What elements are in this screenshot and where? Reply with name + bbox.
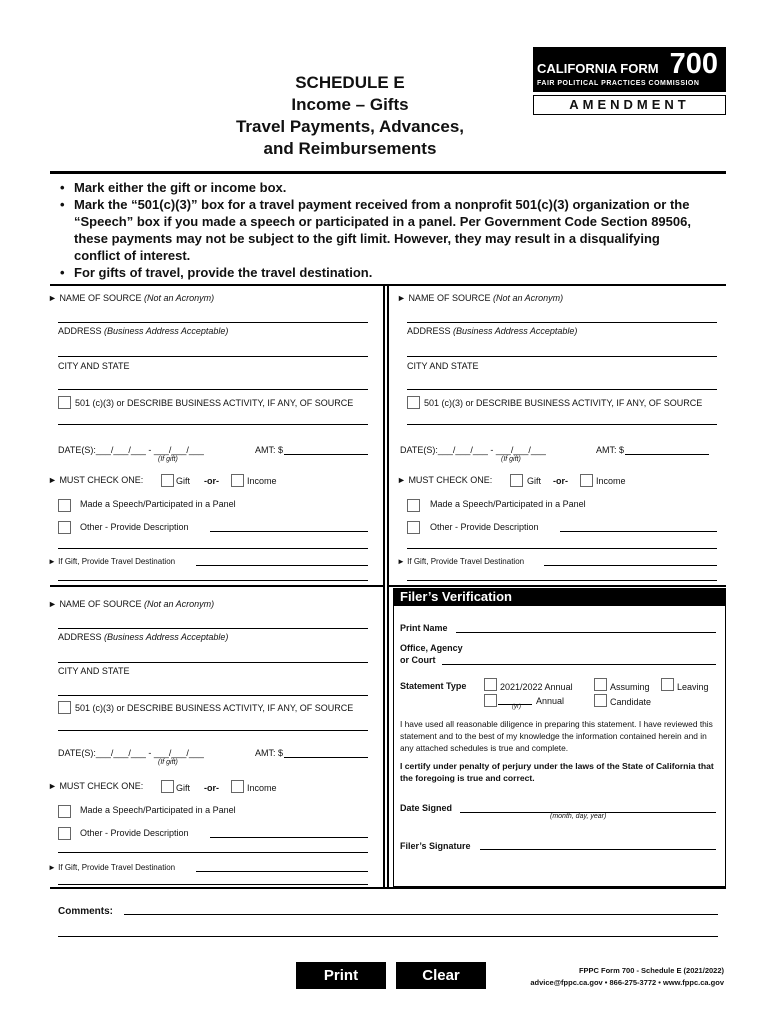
c3-label: 501 (c)(3) or DESCRIBE BUSINESS ACTIVITY, IF ANY, OF SOURCE (424, 398, 703, 408)
travel-destination-input[interactable] (196, 565, 368, 566)
perjury-statement: I certify under penalty of perjury under the laws of the State of California that the foregoing is true and correct. (400, 761, 714, 783)
print-name-input[interactable] (456, 632, 716, 633)
name-of-source-label: ► NAME OF SOURCE (Not an Acronym) (397, 293, 564, 303)
address-input[interactable] (58, 662, 368, 663)
annual-2021-checkbox[interactable] (484, 678, 497, 691)
bullet-icon: • (60, 197, 65, 212)
speech-label: Made a Speech/Participated in a Panel (80, 499, 236, 509)
annual-checkbox[interactable] (484, 694, 497, 707)
form-number: 700 (669, 48, 718, 80)
travel-destination-input[interactable] (544, 565, 717, 566)
travel-destination-label: ► If Gift, Provide Travel Destination (397, 557, 525, 566)
speech-label: Made a Speech/Participated in a Panel (430, 499, 586, 509)
if-gift-note: (If gift) (158, 456, 178, 463)
name-of-source-label: ► NAME OF SOURCE (Not an Acronym) (48, 293, 215, 303)
signature-input[interactable] (480, 849, 716, 850)
address-label: ADDRESS (Business Address Acceptable) (407, 326, 578, 336)
gift-label: Gift (176, 476, 191, 486)
travel-destination-input-2[interactable] (58, 580, 368, 581)
travel-destination-input-2[interactable] (58, 884, 368, 885)
other-description-input-2[interactable] (58, 852, 368, 853)
column-divider (387, 286, 389, 888)
year-note: (yr) (512, 704, 521, 710)
date-format-note: (month, day, year) (550, 813, 607, 820)
arrow-right-icon: ► (48, 293, 57, 303)
gift-label: Gift (527, 476, 542, 486)
gift-label: Gift (176, 783, 191, 793)
instructions (60, 179, 704, 281)
amount-input[interactable] (284, 454, 368, 455)
must-check-label: ► MUST CHECK ONE: (48, 475, 144, 485)
arrow-right-icon: ► (48, 599, 57, 609)
title-line: Travel Payments, Advances, (235, 117, 465, 136)
comments-input[interactable] (124, 914, 718, 915)
c3-checkbox[interactable] (407, 396, 420, 409)
amount-input[interactable] (625, 454, 709, 455)
speech-checkbox[interactable] (58, 805, 71, 818)
address-input[interactable] (58, 356, 368, 357)
amount-input[interactable] (284, 757, 368, 758)
column-divider (383, 286, 385, 888)
c3-checkbox[interactable] (58, 396, 71, 409)
gift-checkbox[interactable] (161, 780, 174, 793)
city-state-input[interactable] (58, 695, 368, 696)
business-activity-input[interactable] (58, 424, 368, 425)
leaving-checkbox[interactable] (661, 678, 674, 691)
or-label: -or- (553, 476, 568, 486)
business-activity-input[interactable] (407, 424, 717, 425)
speech-checkbox[interactable] (407, 499, 420, 512)
footer-contact: advice@fppc.ca.gov • 866-275-3772 • www.fppc.ca.gov (530, 978, 724, 987)
title-line: and Reimbursements (263, 139, 437, 158)
or-label: -or- (204, 476, 219, 486)
section-rule (50, 585, 383, 587)
gift-checkbox[interactable] (510, 474, 523, 487)
city-state-label: CITY AND STATE (407, 361, 479, 371)
other-description-input-2[interactable] (58, 548, 368, 549)
other-checkbox[interactable] (58, 827, 71, 840)
arrow-right-icon: ► (48, 557, 56, 566)
arrow-right-icon: ► (397, 475, 406, 485)
commission-name: FAIR POLITICAL PRACTICES COMMISSION (537, 80, 700, 87)
address-label: ADDRESS (Business Address Acceptable) (58, 326, 229, 336)
c3-checkbox[interactable] (58, 701, 71, 714)
other-description-input[interactable] (210, 837, 368, 838)
print-name-label: Print Name (400, 623, 448, 633)
clear-button[interactable]: Clear (396, 962, 486, 989)
dates-field[interactable]: DATE(S):___/___/___ - ___/___/___ (58, 445, 204, 455)
name-of-source-input[interactable] (58, 628, 368, 629)
leaving-label: Leaving (677, 682, 709, 692)
verification-heading: Filer’s Verification (393, 588, 726, 606)
form-id-box (533, 47, 726, 92)
dates-field[interactable]: DATE(S):___/___/___ - ___/___/___ (58, 748, 204, 758)
travel-destination-label: ► If Gift, Provide Travel Destination (48, 557, 176, 566)
office-input[interactable] (442, 664, 716, 665)
annual-2021-label: 2021/2022 Annual (500, 682, 573, 692)
comments-label: Comments: (58, 906, 114, 917)
arrow-right-icon: ► (48, 863, 56, 872)
income-checkbox[interactable] (580, 474, 593, 487)
date-signed-label: Date Signed (400, 803, 453, 813)
arrow-right-icon: ► (397, 557, 405, 566)
source-entry-2 (397, 286, 727, 584)
travel-destination-input-2[interactable] (407, 580, 717, 581)
must-check-label: ► MUST CHECK ONE: (397, 475, 493, 485)
section-rule (389, 585, 726, 587)
amount-label: AMT: $ (255, 748, 284, 758)
income-label: Income (596, 476, 626, 486)
other-label: Other - Provide Description (430, 522, 539, 532)
source-entry-3 (48, 592, 380, 888)
candidate-checkbox[interactable] (594, 694, 607, 707)
income-label: Income (247, 783, 277, 793)
signature-label: Filer’s Signature (400, 841, 471, 851)
top-rule (50, 171, 726, 174)
city-state-label: CITY AND STATE (58, 361, 130, 371)
verification-panel (393, 606, 726, 887)
city-state-input[interactable] (58, 389, 368, 390)
name-of-source-label: ► NAME OF SOURCE (Not an Acronym) (48, 599, 215, 609)
must-check-label: ► MUST CHECK ONE: (48, 781, 144, 791)
bullet-icon: • (60, 180, 65, 195)
assuming-label: Assuming (610, 682, 650, 692)
other-label: Other - Provide Description (80, 522, 189, 532)
comments-input-2[interactable] (58, 936, 718, 937)
c3-label: 501 (c)(3) or DESCRIBE BUSINESS ACTIVITY, IF ANY, OF SOURCE (75, 398, 354, 408)
annual-label: Annual (536, 696, 565, 706)
arrow-right-icon: ► (48, 475, 57, 485)
arrow-right-icon: ► (397, 293, 406, 303)
arrow-right-icon: ► (48, 781, 57, 791)
source-entry-1 (48, 286, 380, 584)
other-label: Other - Provide Description (80, 828, 189, 838)
address-input[interactable] (407, 356, 717, 357)
c3-label: 501 (c)(3) or DESCRIBE BUSINESS ACTIVITY, IF ANY, OF SOURCE (75, 703, 354, 713)
assuming-checkbox[interactable] (594, 678, 607, 691)
income-checkbox[interactable] (231, 474, 244, 487)
schedule-title (200, 72, 500, 160)
city-state-label: CITY AND STATE (58, 666, 130, 676)
candidate-label: Candidate (610, 697, 652, 707)
business-activity-input[interactable] (58, 730, 368, 731)
other-description-input[interactable] (210, 531, 368, 532)
income-checkbox[interactable] (231, 780, 244, 793)
office-label: Office, Agency or Court (400, 643, 463, 665)
other-description-input[interactable] (560, 531, 717, 532)
title-line: SCHEDULE E (295, 73, 405, 92)
statement-type-label: Statement Type (400, 681, 467, 691)
diligence-statement: I have used all reasonable diligence in preparing this statement. I have reviewed this statement and to the best of my knowledge the information contained herein and in any attached schedules is true and complete. (400, 719, 713, 753)
bullet-icon: • (60, 265, 65, 280)
speech-checkbox[interactable] (58, 499, 71, 512)
speech-label: Made a Speech/Participated in a Panel (80, 805, 236, 815)
print-button[interactable]: Print (296, 962, 386, 989)
city-state-input[interactable] (407, 389, 717, 390)
other-description-input-2[interactable] (407, 548, 717, 549)
amount-label: AMT: $ (596, 445, 625, 455)
title-line: Income – Gifts (291, 95, 409, 114)
travel-destination-label: ► If Gift, Provide Travel Destination (48, 863, 176, 872)
if-gift-note: (If gift) (158, 759, 178, 766)
form-label: CALIFORNIA FORM (537, 61, 659, 76)
name-of-source-input[interactable] (58, 322, 368, 323)
other-checkbox[interactable] (407, 521, 420, 534)
instruction-item: • Mark the “501(c)(3)” box for a travel payment received from a nonprofit 501(c)(3) organization or the “Speech” box if you made a speech or participated in a panel. Per Government Code Section 89506, these payments may not be subject to the gift limit. However, they may result in a disqualifying conflict of interest. (60, 197, 691, 263)
other-checkbox[interactable] (58, 521, 71, 534)
instruction-item: • Mark either the gift or income box. (60, 180, 287, 195)
address-label: ADDRESS (Business Address Acceptable) (58, 632, 229, 642)
travel-destination-input[interactable] (196, 871, 368, 872)
amount-label: AMT: $ (255, 445, 284, 455)
amendment-label: AMENDMENT (533, 95, 726, 115)
income-label: Income (247, 476, 277, 486)
name-of-source-input[interactable] (407, 322, 717, 323)
if-gift-note: (If gift) (501, 456, 521, 463)
instruction-item: • For gifts of travel, provide the travel destination. (60, 265, 373, 280)
or-label: -or- (204, 783, 219, 793)
dates-field[interactable]: DATE(S):___/___/___ - ___/___/___ (400, 445, 546, 455)
footer-form-id: FPPC Form 700 - Schedule E (2021/2022) (578, 966, 724, 975)
gift-checkbox[interactable] (161, 474, 174, 487)
